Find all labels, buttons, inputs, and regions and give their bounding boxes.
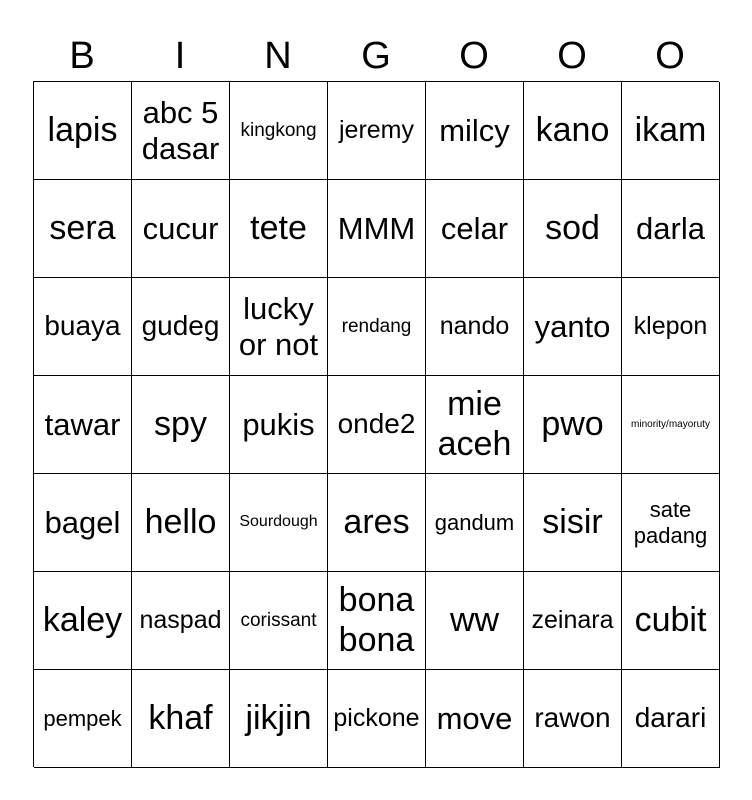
bingo-cell[interactable]: sod (524, 180, 622, 278)
bingo-cell[interactable]: spy (132, 376, 230, 474)
bingo-cell[interactable]: abc 5 dasar (132, 82, 230, 180)
bingo-cell[interactable]: nando (426, 278, 524, 376)
bingo-cell[interactable]: buaya (34, 278, 132, 376)
bingo-cell[interactable]: khaf (132, 670, 230, 768)
bingo-cell[interactable]: naspad (132, 572, 230, 670)
bingo-cell[interactable]: cubit (622, 572, 720, 670)
bingo-cell[interactable]: kingkong (230, 82, 328, 180)
bingo-cell[interactable]: tawar (34, 376, 132, 474)
bingo-cell[interactable]: mie aceh (426, 376, 524, 474)
bingo-cell[interactable]: onde2 (328, 376, 426, 474)
bingo-cell[interactable]: pickone (328, 670, 426, 768)
bingo-cell[interactable]: ww (426, 572, 524, 670)
bingo-cell[interactable]: darari (622, 670, 720, 768)
bingo-cell[interactable]: lucky or not (230, 278, 328, 376)
bingo-cell[interactable]: MMM (328, 180, 426, 278)
header-letter-6: O (557, 35, 587, 77)
bingo-cell[interactable]: lapis (34, 82, 132, 180)
bingo-cell[interactable]: ikam (622, 82, 720, 180)
bingo-cell[interactable]: jeremy (328, 82, 426, 180)
bingo-cell[interactable]: sera (34, 180, 132, 278)
header-letter-3: N (264, 35, 292, 77)
bingo-cell[interactable]: darla (622, 180, 720, 278)
bingo-cell[interactable]: bona bona (328, 572, 426, 670)
bingo-board (33, 81, 719, 767)
bingo-cell[interactable]: rendang (328, 278, 426, 376)
bingo-cell[interactable]: corissant (230, 572, 328, 670)
bingo-cell[interactable]: gudeg (132, 278, 230, 376)
bingo-cell[interactable]: klepon (622, 278, 720, 376)
bingo-cell[interactable]: pukis (230, 376, 328, 474)
bingo-cell[interactable]: kano (524, 82, 622, 180)
bingo-cell[interactable]: move (426, 670, 524, 768)
header-letter-5: O (459, 35, 489, 77)
bingo-cell[interactable]: ares (328, 474, 426, 572)
bingo-cell[interactable]: bagel (34, 474, 132, 572)
bingo-cell[interactable]: pwo (524, 376, 622, 474)
bingo-cell[interactable]: celar (426, 180, 524, 278)
header-letter-1: B (69, 35, 95, 77)
bingo-cell[interactable]: zeinara (524, 572, 622, 670)
bingo-cell[interactable]: sate padang (622, 474, 720, 572)
bingo-cell[interactable]: gandum (426, 474, 524, 572)
bingo-cell[interactable]: yanto (524, 278, 622, 376)
header-letter-4: G (361, 35, 391, 77)
bingo-cell[interactable]: jikjin (230, 670, 328, 768)
header-letter-7: O (655, 35, 685, 77)
bingo-cell[interactable]: sisir (524, 474, 622, 572)
bingo-cell[interactable]: Sourdough (230, 474, 328, 572)
bingo-cell[interactable]: rawon (524, 670, 622, 768)
bingo-cell[interactable]: kaley (34, 572, 132, 670)
bingo-cell[interactable]: hello (132, 474, 230, 572)
bingo-cell[interactable]: cucur (132, 180, 230, 278)
bingo-cell[interactable]: tete (230, 180, 328, 278)
bingo-cell[interactable]: pempek (34, 670, 132, 768)
header-letter-2: I (174, 35, 186, 77)
bingo-header (33, 30, 719, 82)
bingo-cell[interactable]: minority/mayoruty (622, 376, 720, 474)
bingo-cell[interactable]: milcy (426, 82, 524, 180)
